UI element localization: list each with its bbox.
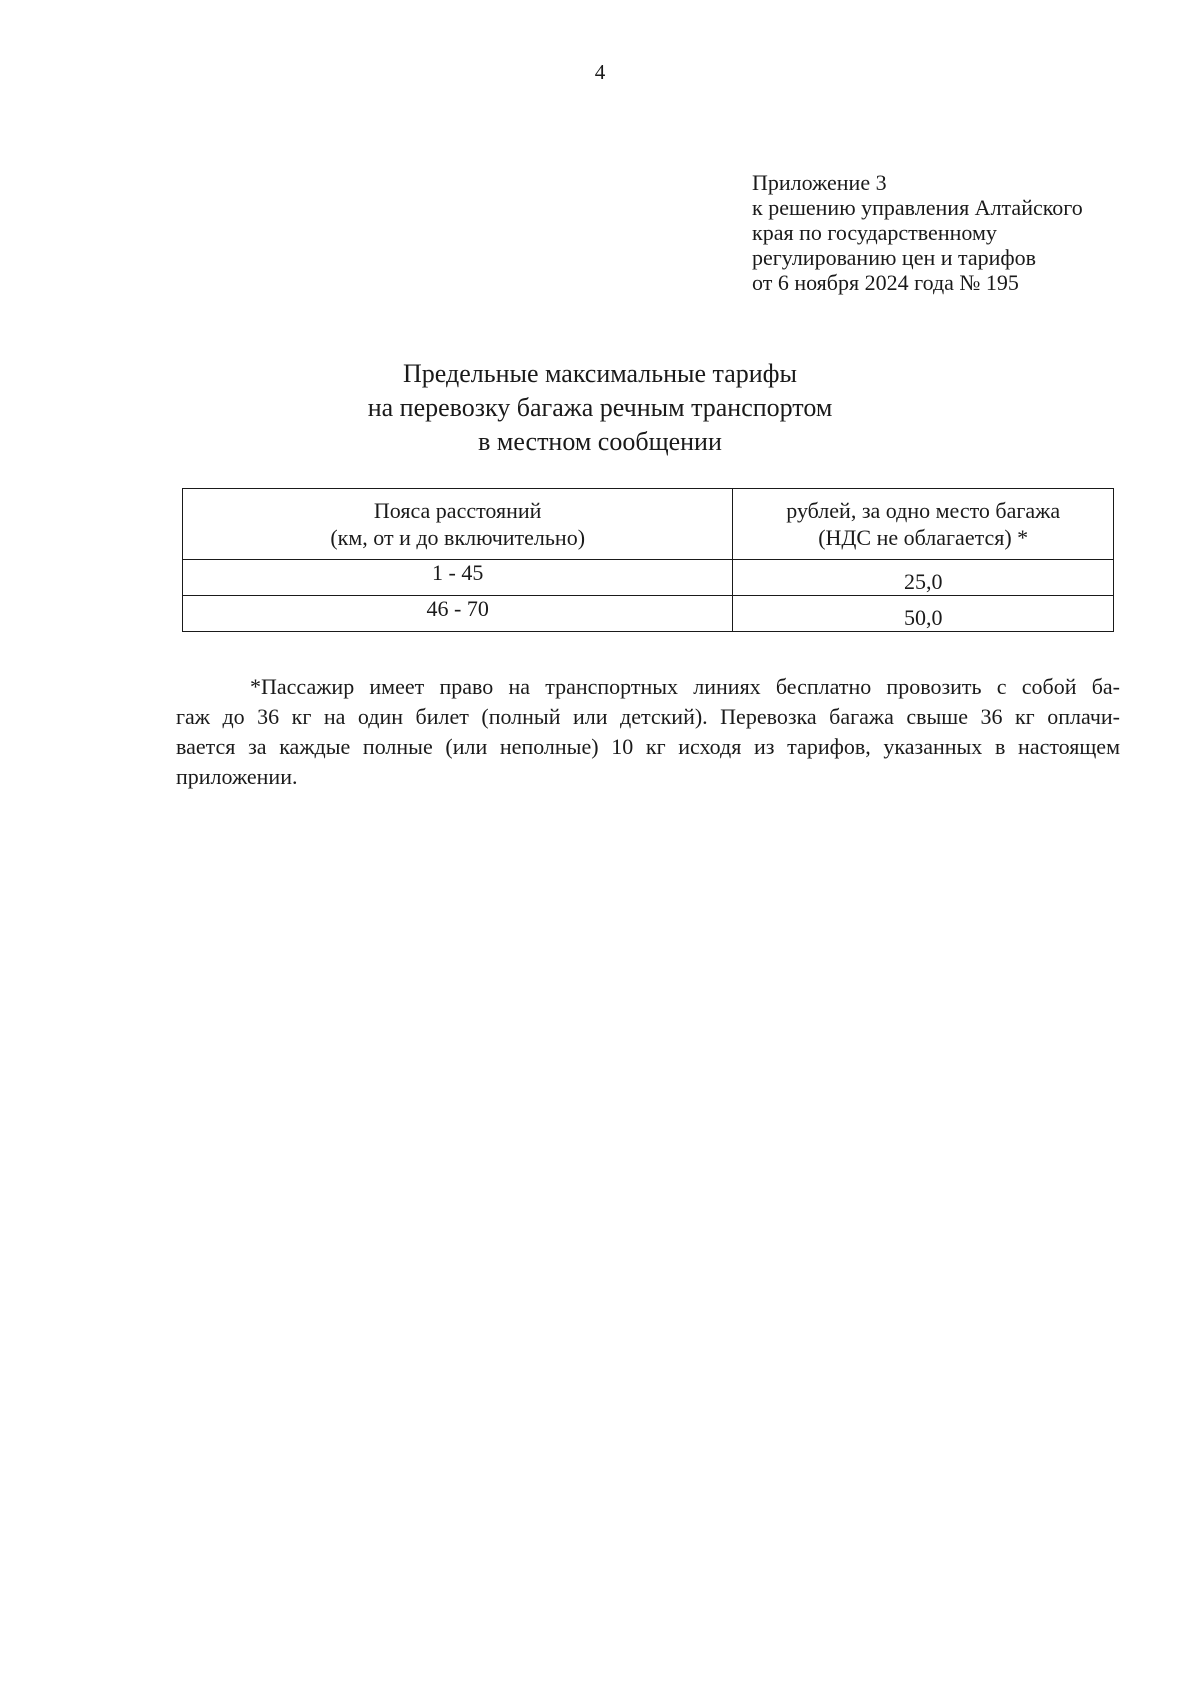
footnote-line: приложении. [176, 764, 298, 789]
table-row [183, 596, 1114, 632]
footnote-line: вается за каждые полные (или неполные) 10 кг исходя из тарифов, указанных в настоящем [176, 734, 1120, 759]
header-text: (км, от и до включительно) [330, 525, 586, 550]
zone-cell: 1 - 45 [183, 560, 733, 596]
appendix-line: Приложение 3 [752, 170, 887, 195]
zone-cell: 46 - 70 [183, 596, 733, 632]
appendix-line: края по государственному [752, 220, 997, 245]
footnote-line: гаж до 36 кг на один билет (полный или детский). Перевозка багажа свыше 36 кг оплачи- [176, 704, 1120, 729]
appendix-line: к решению управления Алтайского [752, 195, 1083, 220]
table-header-row [183, 489, 1114, 560]
header-text: Пояса расстояний [373, 498, 542, 523]
header-distance-zones [183, 489, 733, 560]
title-line: на перевозку багажа речным транспортом [367, 393, 833, 422]
header-text: рублей, за одно место багажа [786, 498, 1061, 523]
tariff-table [182, 488, 1114, 632]
appendix-block [752, 170, 1172, 295]
title-line: в местном сообщении [478, 427, 722, 456]
header-text: (НДС не облагается) * [818, 525, 1029, 550]
document-title [0, 357, 1200, 459]
appendix-line: от 6 ноября 2024 года № 195 [752, 270, 1019, 295]
table-row [183, 560, 1114, 596]
title-line: Предельные максимальные тарифы [403, 359, 797, 388]
price-cell: 50,0 [733, 596, 1114, 632]
appendix-line: регулированию цен и тарифов [752, 245, 1037, 270]
page-number: 4 [594, 60, 606, 84]
price-cell: 25,0 [733, 560, 1114, 596]
footnote-line: *Пассажир имеет право на транспортных линиях бесплатно провозить с собой ба- [250, 674, 1120, 699]
footnote [176, 672, 1120, 792]
header-price [733, 489, 1114, 560]
